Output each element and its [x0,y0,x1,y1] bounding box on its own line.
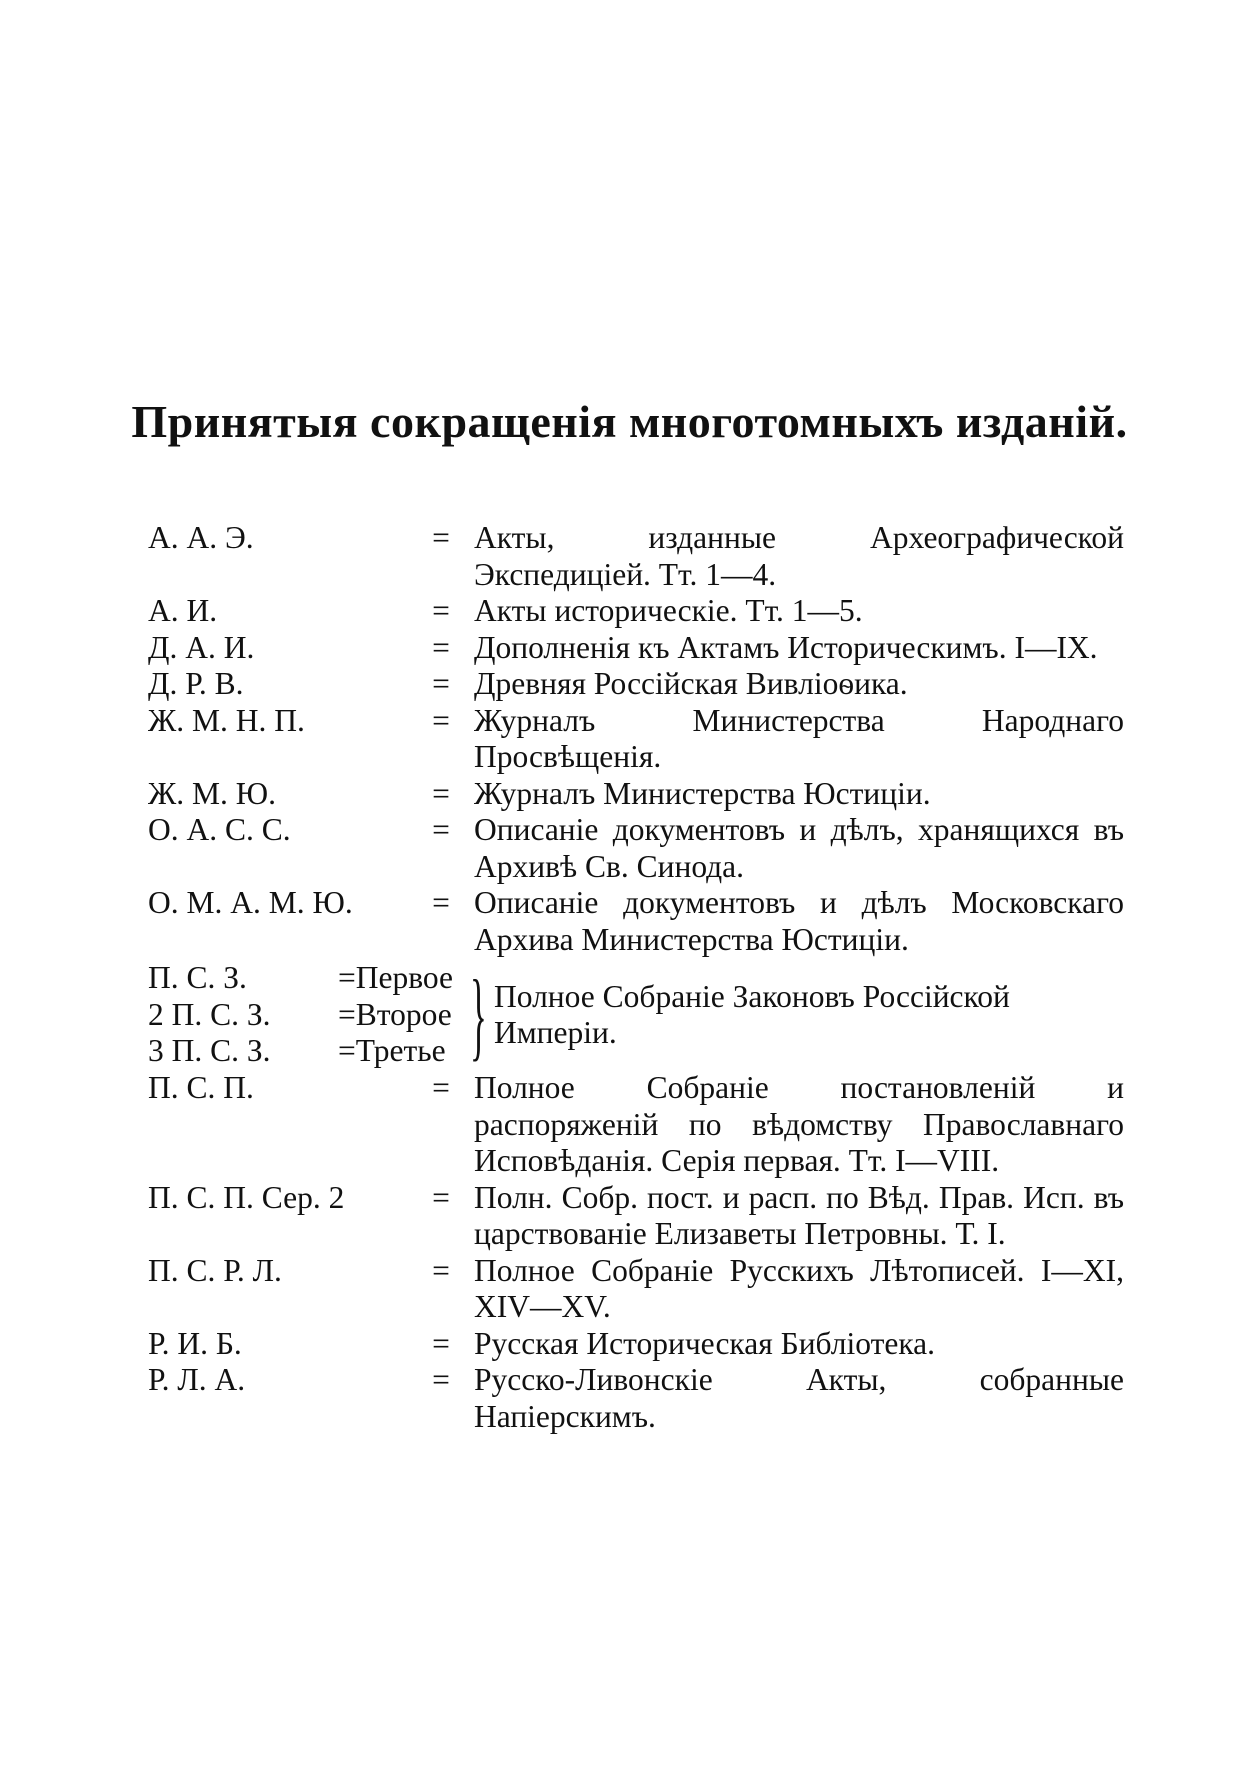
definition: Описаніе документовъ и дѣлъ Московскаго Архива Министерства Юстиціи. [474,885,1124,957]
list-item [148,1253,1124,1326]
abbreviation: Р. Л. А. [148,1362,246,1397]
abbreviation: П. С. П. Сер. 2 [148,1179,345,1215]
group-item [148,960,474,997]
list-item [148,1180,1124,1253]
abbreviation-list [148,520,1124,1435]
abbreviation: Д. А. И. [148,629,255,665]
definition: Русская Историческая Библіотека. [474,1325,936,1361]
definition: Полное Собраніе постановленій и распоряженій по вѣдомству Православнаго Исповѣданія. Серія первая. Тт. I—VIII. [474,1070,1124,1178]
curly-brace-icon: } [470,959,487,1070]
list-item [148,1070,1124,1180]
equals-sign: = [432,1252,450,1288]
ordinal: =Второе [338,996,452,1032]
definition: Полное Собраніе Русскихъ Лѣтописей. I—XI, XIV—XV. [474,1252,1124,1324]
ordinal: =Третье [338,1033,446,1068]
abbreviation: 2 П. С. З. [148,996,271,1032]
definition: Акты историческіе. Тт. 1—5. [474,593,863,628]
group-item [148,1033,474,1070]
equals-sign: = [432,812,450,847]
definition [494,960,1124,1070]
list-item [148,593,1124,630]
definition-text: Полное Собраніе Законовъ Россійской Имперіи. [494,978,1010,1050]
abbreviation: Ж. М. Ю. [148,775,276,811]
list-item [148,1362,1124,1435]
equals-sign: = [432,520,450,555]
list-item [148,776,1124,813]
list-item [148,812,1124,885]
equals-sign: = [432,666,450,701]
abbreviation: П. С. З. [148,960,247,995]
equals-sign: = [432,1362,450,1397]
equals-sign: = [432,1325,450,1361]
equals-sign: = [432,629,450,665]
abbreviation: П. С. П. [148,1070,254,1105]
list-item [148,885,1124,958]
definition: Русско-Ливонскіе Акты, собранные Напіерскимъ. [474,1362,1124,1434]
abbreviation: 3 П. С. З. [148,1033,271,1068]
page-title: Принятыя сокращенія многотомныхъ изданій. [131,396,1128,447]
abbreviation: А. А. Э. [148,520,254,555]
definition: Журналъ Министерства Юстиціи. [474,775,931,811]
list-item [148,703,1124,776]
grouped-entry [148,960,1124,1070]
list-item [148,666,1124,703]
definition: Древняя Россійская Вивліоѳика. [474,666,908,701]
equals-sign: = [432,1179,450,1215]
abbreviation: Д. Р. В. [148,666,244,701]
definition: Акты, изданные Археографической Экспедиціей. Тт. 1—4. [474,520,1124,592]
equals-sign: = [432,1070,450,1105]
group-item [148,997,474,1034]
grouped-abbreviations [148,960,474,1070]
equals-sign: = [432,885,450,920]
equals-sign: = [432,593,450,628]
ordinal: =Первое [338,960,454,995]
list-item [148,630,1124,667]
definition: Полн. Собр. пост. и расп. по Вѣд. Прав. Исп. въ царствованіе Елизаветы Петровны. Т. I. [474,1179,1124,1251]
abbreviation: П. С. Р. Л. [148,1252,282,1288]
abbreviation: Р. И. Б. [148,1325,242,1361]
abbreviation: А. И. [148,593,218,628]
definition: Дополненія къ Актамъ Историческимъ. I—IX. [474,629,1098,665]
equals-sign: = [432,775,450,811]
abbreviation: Ж. М. Н. П. [148,702,305,738]
abbreviation: О. М. А. М. Ю. [148,885,353,920]
equals-sign: = [432,702,450,738]
list-item [148,520,1124,593]
list-item [148,1326,1124,1363]
abbreviation: О. А. С. С. [148,812,291,847]
definition: Описаніе документовъ и дѣлъ, хранящихся въ Архивѣ Св. Синода. [474,812,1124,884]
definition: Журналъ Министерства Народнаго Просвѣщенія. [474,702,1124,774]
